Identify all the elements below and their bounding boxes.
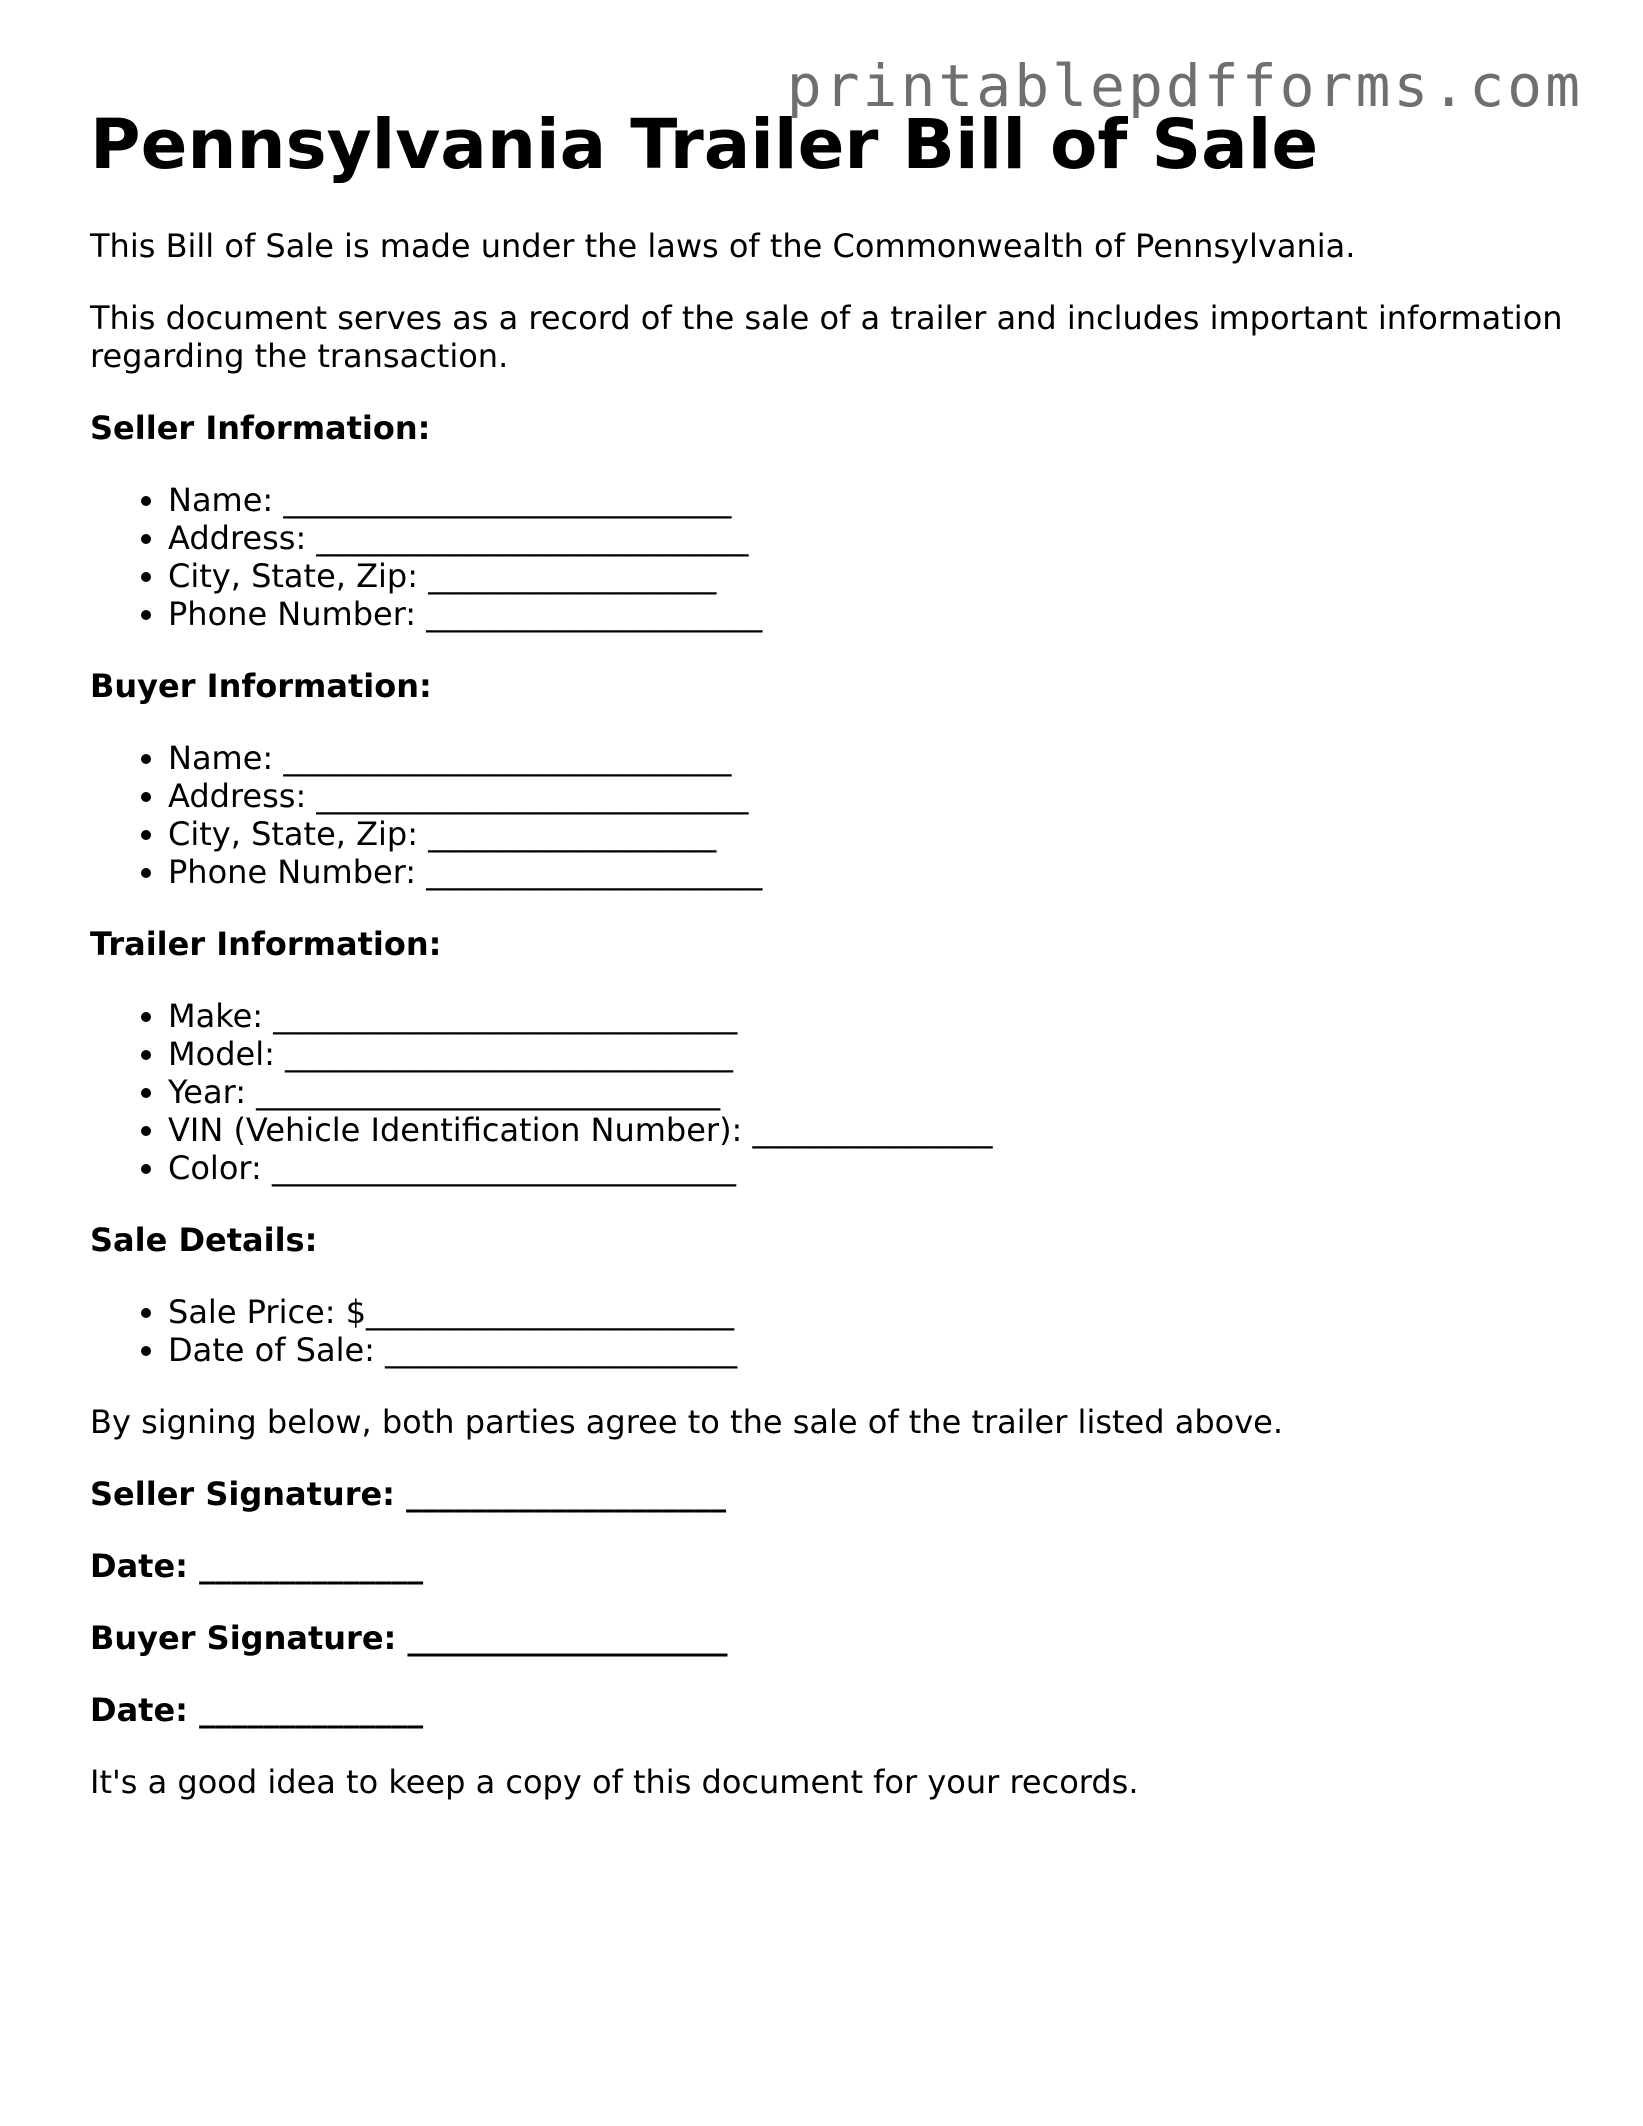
seller-phone-field: • Phone Number: _____________________ [168, 595, 1570, 633]
buyer-address-field: • Address: ___________________________ [168, 777, 1570, 815]
seller-section-heading: Seller Information: [90, 409, 431, 448]
seller-address-field: • Address: ___________________________ [168, 519, 1570, 557]
buyer-city-state-zip-field: • City, State, Zip: __________________ [168, 815, 1570, 853]
buyer-field-list [90, 739, 1570, 891]
trailer-section-heading: Trailer Information: [90, 925, 442, 964]
sale-section-heading: Sale Details: [90, 1221, 318, 1260]
intro-paragraph-1: This Bill of Sale is made under the laws of the Commonwealth of Pennsylvania. [90, 227, 1356, 266]
trailer-make-field: • Make: _____________________________ [168, 997, 1570, 1035]
buyer-name-field: • Name: ____________________________ [168, 739, 1570, 777]
trailer-vin-field: • VIN (Vehicle Identification Number): _______________ [168, 1111, 1570, 1149]
buyer-section-heading: Buyer Information: [90, 667, 432, 706]
trailer-color-field: • Color: _____________________________ [168, 1149, 1570, 1187]
watermark-text: printablepdfforms.com [786, 52, 1583, 120]
closing-note: It's a good idea to keep a copy of this document for your records. [90, 1763, 1139, 1802]
sale-price-field: • Sale Price: $_______________________ [168, 1293, 1570, 1331]
seller-field-list [90, 481, 1570, 633]
seller-signature-line: Seller Signature: ____________________ [90, 1475, 727, 1514]
buyer-date-line: Date: ______________ [90, 1691, 424, 1730]
seller-city-state-zip-field: • City, State, Zip: __________________ [168, 557, 1570, 595]
trailer-year-field: • Year: _____________________________ [168, 1073, 1570, 1111]
seller-name-field: • Name: ____________________________ [168, 481, 1570, 519]
trailer-field-list [90, 997, 1570, 1187]
page-title: Pennsylvania Trailer Bill of Sale [90, 105, 1319, 185]
buyer-phone-field: • Phone Number: _____________________ [168, 853, 1570, 891]
trailer-model-field: • Model: ____________________________ [168, 1035, 1570, 1073]
sale-field-list [90, 1293, 1570, 1369]
seller-date-line: Date: ______________ [90, 1547, 424, 1586]
sale-date-field: • Date of Sale: ______________________ [168, 1331, 1570, 1369]
intro-paragraph-2: This document serves as a record of the sale of a trailer and includes important information regarding the transaction. [90, 299, 1563, 376]
document-body [90, 106, 1570, 1835]
buyer-signature-line: Buyer Signature: ____________________ [90, 1619, 728, 1658]
agreement-statement: By signing below, both parties agree to the sale of the trailer listed above. [90, 1403, 1284, 1442]
